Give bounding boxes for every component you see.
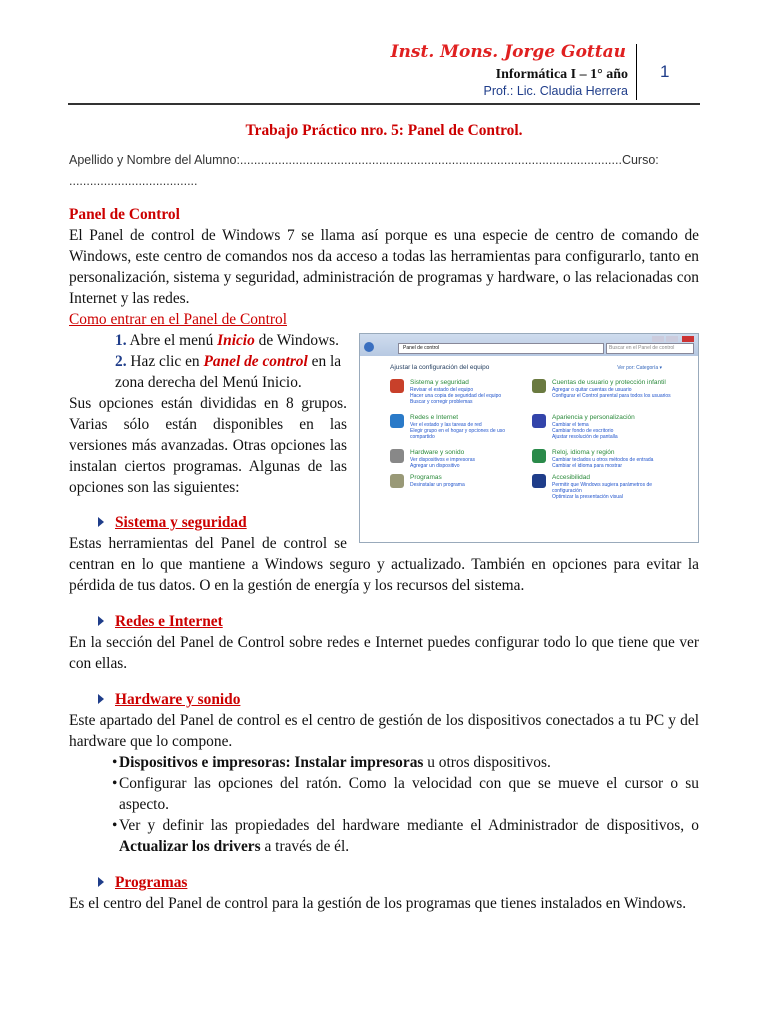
- section-redes: [69, 611, 699, 674]
- category-link[interactable]: Ajustar resolución de pantalla: [552, 434, 618, 440]
- close-icon: [682, 336, 694, 342]
- category-link[interactable]: Cambiar fondo de escritorio: [552, 428, 614, 434]
- category-icon: [532, 449, 546, 463]
- category-name[interactable]: Sistema y seguridad: [410, 379, 469, 386]
- category-link[interactable]: Hacer una copia de seguridad del equipo: [410, 393, 502, 399]
- category-icon: [532, 414, 546, 428]
- intro-text: El Panel de control de Windows 7 se llama así porque es una especie de centro de comando de Windows, este centro de comandos nos da acceso a todas las herramientas para configurarlo, tanto en personalización, sistema y seguridad, administración de programas y hardware, o las relacionadas con Internet y las redes.: [69, 227, 699, 307]
- bullet-item: [69, 815, 699, 857]
- heading-text: Redes e Internet: [115, 613, 223, 630]
- bullet-text: a través de él.: [260, 838, 350, 855]
- category-name[interactable]: Cuentas de usuario y protección infantil: [552, 379, 666, 386]
- student-line: Apellido y Nombre del Alumno:..............................................................................................................Curso: .....................................: [69, 153, 659, 188]
- category-link[interactable]: Agregar o quitar cuentas de usuario: [552, 387, 632, 393]
- category-0[interactable]: [390, 379, 530, 405]
- address-bar: Panel de control: [398, 343, 604, 354]
- header-divider: [636, 44, 637, 100]
- category-link[interactable]: Cambiar el tema: [552, 422, 589, 428]
- section-text: En la sección del Panel de Control sobre redes e Internet puedes configurar todo lo que tiene que ver con ellas.: [69, 634, 699, 672]
- category-name[interactable]: Accesibilidad: [552, 474, 590, 481]
- category-name[interactable]: Apariencia y personalización: [552, 414, 635, 421]
- category-icon: [390, 379, 404, 393]
- category-link[interactable]: Revisar el estado del equipo: [410, 387, 474, 393]
- heading-text: Programas: [115, 874, 188, 891]
- subject: Informática I – 1° año: [495, 67, 628, 82]
- category-link[interactable]: Cambiar el idioma para mostrar: [552, 463, 623, 469]
- category-link[interactable]: Optimizar la presentación visual: [552, 494, 623, 500]
- maximize-icon: [666, 336, 678, 342]
- category-link[interactable]: Permitir que Windows sugiera parámetros de configuración: [552, 482, 653, 494]
- section-hardware: [69, 689, 699, 857]
- category-name[interactable]: Hardware y sonido: [410, 449, 465, 456]
- step-number: 2.: [115, 353, 127, 370]
- category-5[interactable]: [532, 414, 672, 440]
- step-text: en la zona derecha del Menú Inicio.: [115, 353, 342, 391]
- section-heading: [69, 512, 699, 533]
- section-text: Es el centro del Panel de control para la gestión de los programas que tienes instalados en Windows.: [69, 895, 687, 912]
- bullet-item: • Configurar las opciones del ratón. Como la velocidad con que se mueve el cursor o su aspecto.: [69, 773, 699, 815]
- step-text: Abre el menú: [126, 332, 218, 349]
- category-1[interactable]: [390, 414, 530, 440]
- window-titlebar: [360, 334, 698, 356]
- section-text: Este apartado del Panel de control es el centro de gestión de los dispositivos conectados a tu PC y del hardware que lo compone.: [69, 712, 699, 750]
- category-name[interactable]: Redes e Internet: [410, 414, 459, 421]
- search-box: Buscar en el Panel de control: [606, 343, 694, 354]
- step-text: Haz clic en: [126, 353, 204, 370]
- view-by-label: Ver por:: [617, 365, 635, 371]
- category-icon: [390, 414, 404, 428]
- category-2[interactable]: [390, 449, 530, 469]
- screenshot-heading: Ajustar la configuración del equipo: [390, 364, 490, 371]
- page-title: Trabajo Práctico nro. 5: Panel de Control.: [245, 122, 523, 139]
- category-link[interactable]: Buscar y corregir problemas: [410, 399, 473, 405]
- institution-name: Inst. Mons. Jorge Gottau: [390, 42, 626, 62]
- header-rule: [68, 103, 700, 105]
- view-by: [617, 365, 662, 372]
- bullet-item: [69, 752, 699, 773]
- category-icon: [390, 474, 404, 488]
- professor: Prof.: Lic. Claudia Herrera: [483, 84, 628, 98]
- category-icon: [390, 449, 404, 463]
- bullet-bold: Actualizar los drivers: [119, 838, 261, 855]
- category-3[interactable]: [390, 474, 530, 488]
- heading-text: Sistema y seguridad: [115, 514, 247, 531]
- category-link[interactable]: Agregar un dispositivo: [410, 463, 460, 469]
- section-programas: [69, 872, 699, 914]
- step-emphasis: Inicio: [217, 332, 255, 349]
- section-text: Estas herramientas del Panel de control se centran en lo que mantiene a Windows seguro y actualizado. También en opciones para evitar la pérdida de tus datos. O en la gestión de energía y los recursos del sistema.: [69, 535, 699, 594]
- bullet-text: Ver y definir las propiedades del hardware mediante el Administrador de dispositivos, o: [119, 817, 699, 834]
- heading-text: Hardware y sonido: [115, 691, 241, 708]
- section-heading: [69, 611, 699, 632]
- category-7[interactable]: [532, 474, 672, 500]
- content: [69, 120, 699, 914]
- category-4[interactable]: [532, 379, 672, 399]
- category-link[interactable]: Ver el estado y las tareas de red: [410, 422, 482, 428]
- category-icon: [532, 474, 546, 488]
- category-link[interactable]: Cambiar teclados u otros métodos de entrada: [552, 457, 654, 463]
- category-link[interactable]: Elegir grupo en el hogar y opciones de uso compartido: [410, 428, 506, 440]
- category-6[interactable]: [532, 449, 672, 469]
- how-to-link[interactable]: Como entrar en el Panel de Control: [69, 311, 287, 328]
- page-number: 1: [660, 62, 670, 81]
- category-icon: [532, 379, 546, 393]
- minimize-icon: [652, 336, 664, 342]
- category-link[interactable]: Configurar el Control parental para todos los usuarios: [552, 393, 671, 399]
- bullet-text: u otros dispositivos.: [423, 754, 551, 771]
- category-link[interactable]: Ver dispositivos e impresoras: [410, 457, 476, 463]
- step-emphasis: Panel de control: [203, 353, 308, 370]
- bullet-bold: Dispositivos e impresoras: Instalar impresoras: [119, 754, 424, 771]
- section-sistema: [69, 512, 699, 596]
- section-heading: [69, 872, 699, 893]
- intro-heading: Panel de Control: [69, 206, 180, 223]
- category-link[interactable]: Desinstalar un programa: [410, 482, 465, 488]
- step-number: 1.: [115, 332, 127, 349]
- step-text: de Windows.: [254, 332, 339, 349]
- how-to-text: Sus opciones están divididas en 8 grupos. Varias sólo están disponibles en las versiones más avanzadas. Otras opciones las instalan ciertos programas. Algunas de las opciones son las siguientes:: [69, 395, 347, 496]
- category-name[interactable]: Programas: [410, 474, 442, 481]
- view-by-value: Categoría ▾: [636, 365, 662, 371]
- category-name[interactable]: Reloj, idioma y región: [552, 449, 615, 456]
- back-icon: [364, 342, 374, 352]
- section-heading: [69, 689, 699, 710]
